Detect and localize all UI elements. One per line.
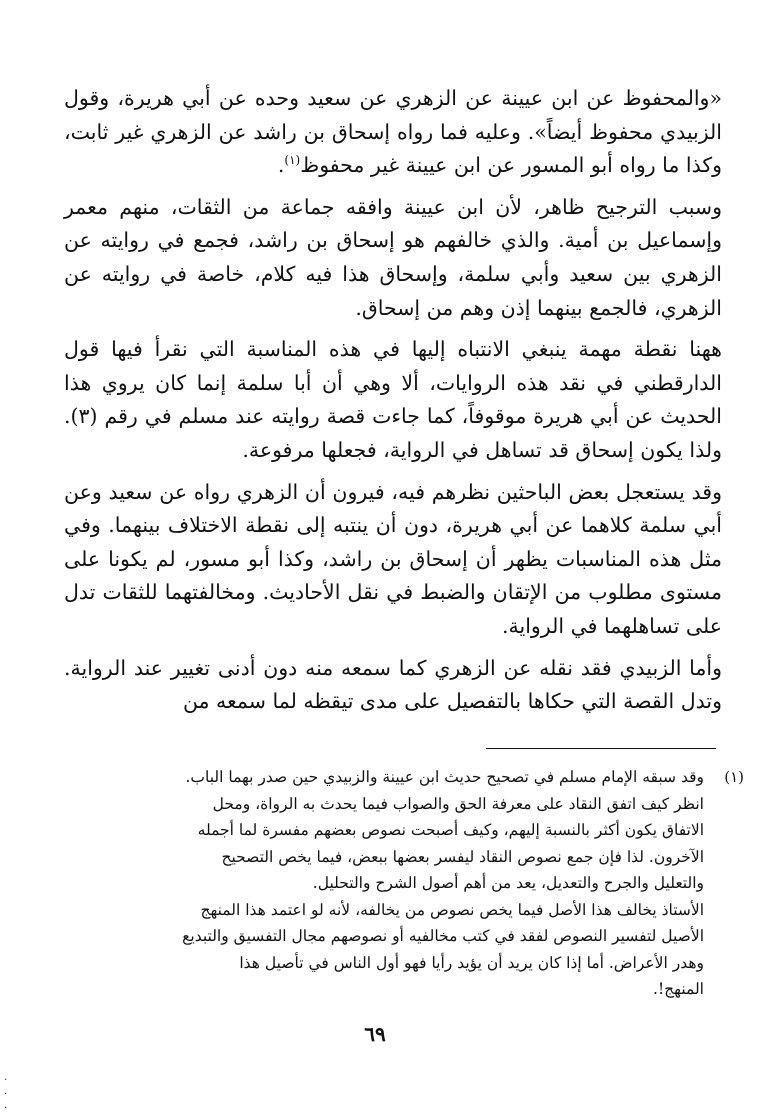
scan-speck-icon: · · ·: [4, 1075, 8, 1114]
footnote-number: (١): [724, 768, 744, 786]
footnote-line: والتعليل والجرح والتعديل، يعد من أهم أصول الشرح والتحليل.: [312, 874, 704, 892]
footnote-line: الأصيل لتفسير النصوص لفقد في كتب مخالفيه أو نصوصهم مجال التفسيق والتبديع: [182, 927, 704, 945]
footnote-line: المنهج!.: [653, 980, 704, 998]
paragraph: وأما الزبيدي فقد نقله عن الزهري كما سمعه منه دون أدنى تغيير عند الرواية. وتدل القصة التي حكاها بالتفصيل على مدى تيقظه لما سمعه من: [64, 655, 722, 714]
footnote: [64, 764, 744, 1003]
paragraph-text: «والمحفوظ عن ابن عيينة عن الزهري عن سعيد وحده عن أبي هريرة، وقول الزبيدي محفوظ أيضاً». وعليه فما رواه إسحاق بن راشد عن الزهري غير ثابت، وكذا ما رواه أبو المسور عن ابن عيينة غير محفوظ: [64, 86, 722, 178]
footnote-line: الآخرون. لذا فإن جمع نصوص النقاد ليفسر بعضها ببعض، فيما يخص التصحيح: [221, 847, 704, 866]
page-number: ٦٩: [364, 1022, 386, 1046]
paragraph: وقد يستعجل بعض الباحثين نظرهم فيه، فيرون أن الزهري رواه عن سعيد وعن أبي سلمة كلاهما عن أبي هريرة، دون أن ينتبه إلى نقطة الاختلاف بينهما. وفي مثل هذه المناسبات يظهر أن إسحاق بن راشد، وكذا أبو مسور، لم يكونا على مستوى مطلوب من الإتقان والضبط في نقل الأحاديث. ومخالفتهما للثقات تدل على تساهلهما في الرواية.: [64, 479, 722, 638]
footnote-line: الاتفاق يكون أكثر بالنسبة إليهم، وكيف أصبحت نصوص بعضهم مفسرة لما أجمله: [197, 821, 704, 839]
footnote-line: الأستاذ يخالف هذا الأصل فيما يخص نصوص من يخالفه، لأنه لو اعتمد هذا المنهج: [200, 900, 704, 919]
paragraph: «والمحفوظ عن ابن عيينة عن الزهري عن سعيد وحده عن أبي هريرة، وقول الزبيدي محفوظ أيضاً». وعليه فما رواه إسحاق بن راشد عن الزهري غير ثابت، وكذا ما رواه أبو المسور عن ابن عيينة غير محفوظ$^{(١)}$.: [64, 86, 722, 178]
footnote-reference: (١): [284, 153, 301, 168]
footnote-separator: [486, 748, 716, 749]
paragraph: وسبب الترجيح ظاهر، لأن ابن عيينة وافقه جماعة من الثقات، منهم معمر وإسماعيل بن أمية. والذي خالفهم هو إسحاق بن راشد، فجمع في روايته عن الزهري بين سعيد وأبي سلمة، وإسحاق هذا فيه كلام، خاصة في روايته عن الزهري، فالجمع بينهما إذن وهم من إسحاق.: [64, 194, 722, 320]
footnote-line: وهدر الأعراض. أما إذا كان يريد أن يؤيد رأيا فهو أول الناس في تأصيل هذا: [239, 953, 704, 972]
footnote-line: وقد سبقه الإمام مسلم في تصحيح حديث ابن عيينة والزبيدي حين صدر بهما الباب.: [185, 768, 704, 786]
main-text: [64, 82, 722, 727]
paragraph: ههنا نقطة مهمة ينبغي الانتباه إليها في هذه المناسبة التي نقرأ فيها قول الدارقطني في نقد هذه الروايات، ألا وهي أن أبا سلمة إنما كان يروي هذا الحديث عن أبي هريرة موقوفاً، كما جاءت قصة روايته عند مسلم في رقم (٣). ولذا يكون إسحاق قد تساهل في الرواية، فجعلها مرفوعة.: [64, 337, 722, 462]
footnote-line: انظر كيف اتفق النقاد على معرفة الحق والصواب فيما يحدث به الرواة، ومحل: [212, 794, 704, 813]
